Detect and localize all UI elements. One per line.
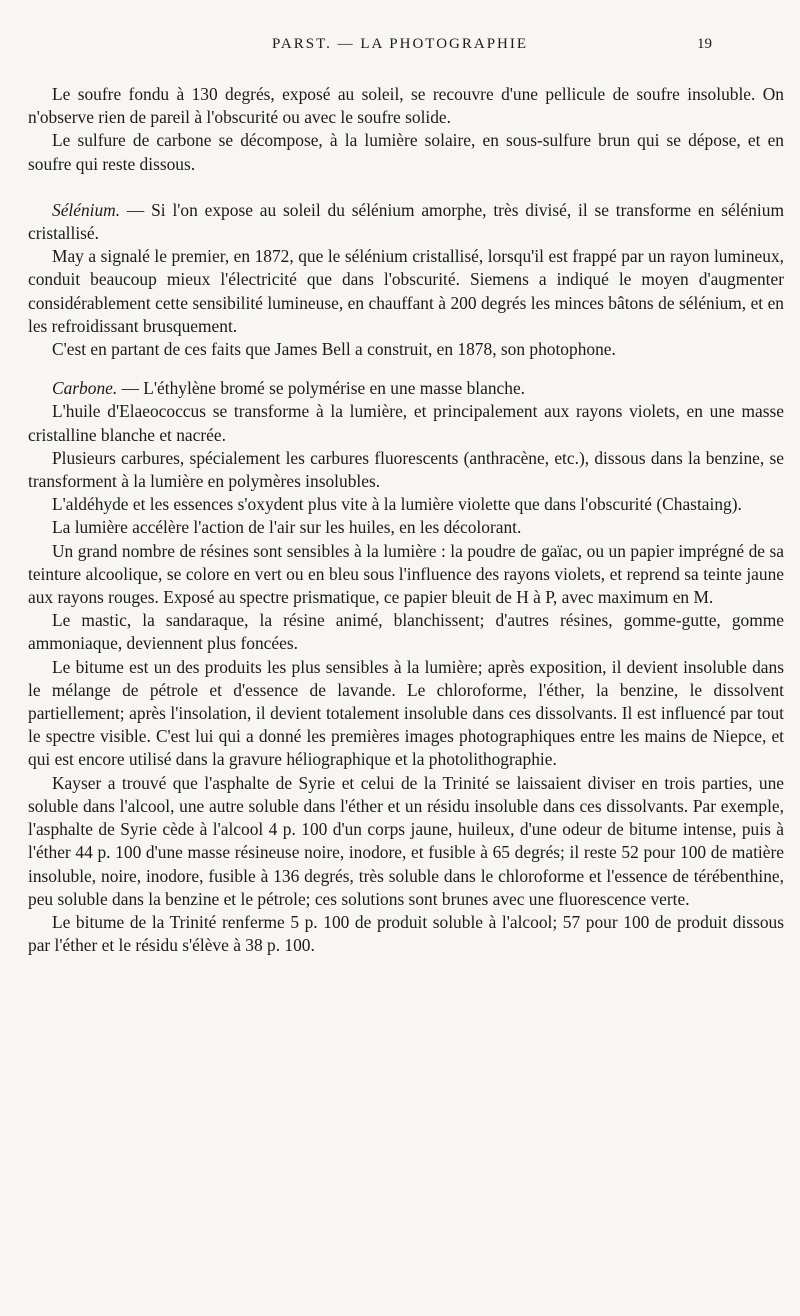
section-carbone (28, 377, 784, 400)
section-title-selenium: Sélénium. (52, 199, 121, 220)
paragraph: C'est en partant de ces faits que James Bell a construit, en 1878, son photophone. (52, 339, 616, 360)
paragraph: Le mastic, la sandaraque, la résine animé, blanchissent; d'autres résines, gomme-gutte, gomme ammoniaque, deviennent plus foncées. (28, 610, 784, 654)
paragraph: May a signalé le premier, en 1872, que le sélénium cristallisé, lorsqu'il est frappé par un rayon lumineux, conduit beaucoup mieux l'électricité que dans l'obscurité. Siemens a indiqué le moyen d'augmenter considérablement cette sensibilité lumineuse, en chauffant à 200 degrés les minces bâtons de sélénium, et en les refroidissant brusquement. (28, 246, 784, 336)
paragraph: Le sulfure de carbone se décompose, à la lumière solaire, en sous-sulfure brun qui se dépose, et en soufre qui reste dissous. (28, 130, 784, 174)
paragraph: Un grand nombre de résines sont sensibles à la lumière : la poudre de gaïac, ou un papier imprégné de sa teinture alcoolique, se colore en vert ou en bleu sous l'influence des rayons violets, et reprend sa teinte jaune aux rayons rouges. Exposé au spectre prismatique, ce papier bleuit de H à P, avec maximum en M. (28, 540, 784, 608)
page-number: 19 (697, 36, 712, 52)
paragraph: Kayser a trouvé que l'asphalte de Syrie et celui de la Trinité se laissaient diviser en trois parties, une soluble dans l'alcool, une autre soluble dans l'éther et un résidu insoluble dans ces dissolvants. Par exemple, l'asphalte de Syrie cède à l'alcool 4 p. 100 d'un corps jaune, huileux, d'une odeur de bitume intense, puis à l'éther 44 p. 100 d'une masse résineuse noire, inodore, et fusible à 65 degrés; il reste 52 pour 100 de matière insoluble, noire, inodore, fusible à 136 degrés, très soluble dans le chloroforme et l'essence de térébenthine, peu soluble dans la benzine et le pétrole; ces solutions sont brunes avec une fluorescence verte. (28, 772, 784, 909)
paragraph: L'huile d'Elaeococcus se transforme à la lumière, et principalement aux rayons violets, en une masse cristalline blanche et nacrée. (28, 401, 784, 445)
paragraph: Plusieurs carbures, spécialement les carbures fluorescents (anthracène, etc.), dissous dans la benzine, se transforment à la lumière en polymères insolubles. (28, 447, 784, 492)
running-title: PARST. — LA PHOTOGRAPHIE (271, 36, 529, 52)
paragraph-text: — L'éthylène bromé se polymérise en une masse blanche. (117, 378, 526, 399)
section-selenium (28, 199, 784, 245)
paragraph: La lumière accélère l'action de l'air sur les huiles, en les décolorant. (52, 517, 522, 538)
page-body (28, 83, 784, 957)
paragraph-text: — Si l'on expose au soleil du sélénium amorphe, très divisé, il se transforme en sélénium cristallisé. (28, 199, 784, 244)
paragraph: Le soufre fondu à 130 degrés, exposé au soleil, se recouvre d'une pellicule de soufre insoluble. On n'observe rien de pareil à l'obscurité ou avec le soufre solide. (28, 84, 784, 128)
paragraph: Le bitume est un des produits les plus sensibles à la lumière; après exposition, il devient insoluble dans le mélange de pétrole et d'essence de lavande. Le chloroforme, l'éther, la benzine, le dissolvent partiellement; après l'insolation, il devient totalement insoluble dans ces dissolvants. Il est influencé par tout le spectre visible. C'est lui qui a donné les premières images photographiques entre les mains de Niepce, et qui est encore utilisé dans la gravure héliographique et la photolithographie. (28, 656, 784, 770)
section-title-carbone: Carbone. (52, 378, 118, 399)
paragraph: L'aldéhyde et les essences s'oxydent plus vite à la lumière violette que dans l'obscurité (Chastaing). (52, 494, 742, 515)
page-header (0, 36, 800, 60)
paragraph: Le bitume de la Trinité renferme 5 p. 100 de produit soluble à l'alcool; 57 pour 100 de produit dissous par l'éther et le résidu s'élève à 38 p. 100. (28, 911, 784, 956)
